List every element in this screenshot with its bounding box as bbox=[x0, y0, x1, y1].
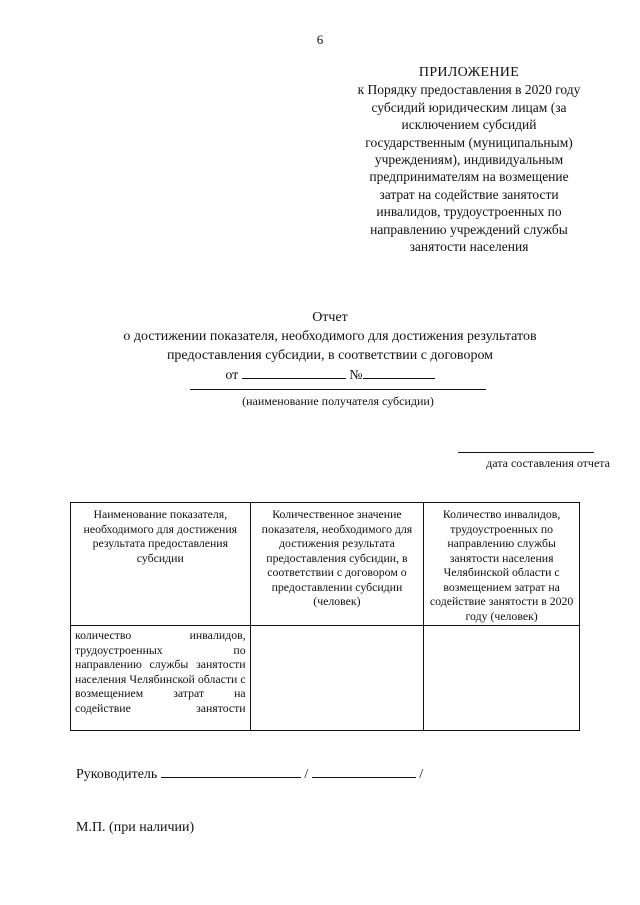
row-actual-count-cell bbox=[424, 626, 580, 731]
report-date-caption: дата составления отчета bbox=[486, 456, 610, 470]
signature-separator: / bbox=[419, 767, 424, 782]
appendix-line: инвалидов, трудоустроенных по bbox=[376, 204, 562, 220]
appendix-line: исключением субсидий bbox=[401, 117, 537, 133]
number-label: № bbox=[349, 368, 363, 383]
appendix-line: занятости населения bbox=[409, 239, 529, 255]
report-subtitle-line2: предоставления субсидии, в соответствии с договором bbox=[166, 348, 494, 363]
page-number: 6 bbox=[316, 32, 324, 47]
recipient-caption: (наименование получателя субсидии) bbox=[242, 394, 434, 408]
table-header-row bbox=[71, 503, 580, 626]
report-title: Отчет bbox=[312, 310, 348, 325]
number-blank bbox=[363, 365, 435, 379]
appendix-line: затрат на содействие занятости bbox=[379, 186, 559, 202]
appendix-line: предпринимателям на возмещение bbox=[369, 169, 569, 185]
appendix-line: к Порядку предоставления в 2020 году bbox=[357, 82, 581, 98]
report-date-line bbox=[458, 452, 594, 453]
signature-label: Руководитель bbox=[76, 767, 158, 782]
appendix-line: направлению учреждений службы bbox=[370, 221, 568, 237]
stamp-note: М.П. (при наличии) bbox=[76, 820, 195, 835]
appendix-block bbox=[334, 64, 604, 255]
header-indicator-name: Наименование показателя, необходимого для достижения результата предоставления субсидии bbox=[71, 503, 251, 626]
signature-blank bbox=[161, 764, 301, 778]
appendix-line: государственным (муниципальным) bbox=[365, 134, 573, 150]
header-target-value: Количественное значение показателя, необходимого для достижения результата предоставления субсидии, в соответствии с договором о предоставлении субсидии (человек) bbox=[250, 503, 424, 626]
table-row bbox=[71, 626, 580, 731]
row-indicator-label: количество инвалидов, трудоустроенных по направлению службы занятости населения Челябинской области с возмещением затрат на содействие занятости bbox=[71, 626, 251, 731]
appendix-line: субсидий юридическим лицам (за bbox=[371, 99, 567, 115]
signature-line bbox=[76, 764, 423, 783]
report-date-number-line bbox=[60, 365, 600, 385]
indicator-table bbox=[70, 502, 580, 731]
date-blank bbox=[242, 365, 346, 379]
name-blank bbox=[312, 764, 416, 778]
report-subtitle-line1: о достижении показателя, необходимого для достижения результатов bbox=[123, 329, 537, 344]
row-target-value-cell bbox=[250, 626, 424, 731]
appendix-title: ПРИЛОЖЕНИЕ bbox=[418, 65, 520, 80]
header-actual-count: Количество инвалидов, трудоустроенных по направлению службы занятости населения Челябинской области с возмещением затрат на содействие занятости в 2020 году (человек) bbox=[424, 503, 580, 626]
recipient-name-line bbox=[190, 389, 486, 390]
from-label: от bbox=[225, 368, 239, 383]
report-heading bbox=[60, 308, 600, 385]
signature-separator: / bbox=[304, 767, 309, 782]
appendix-line: учреждениям), индивидуальным bbox=[374, 152, 564, 168]
